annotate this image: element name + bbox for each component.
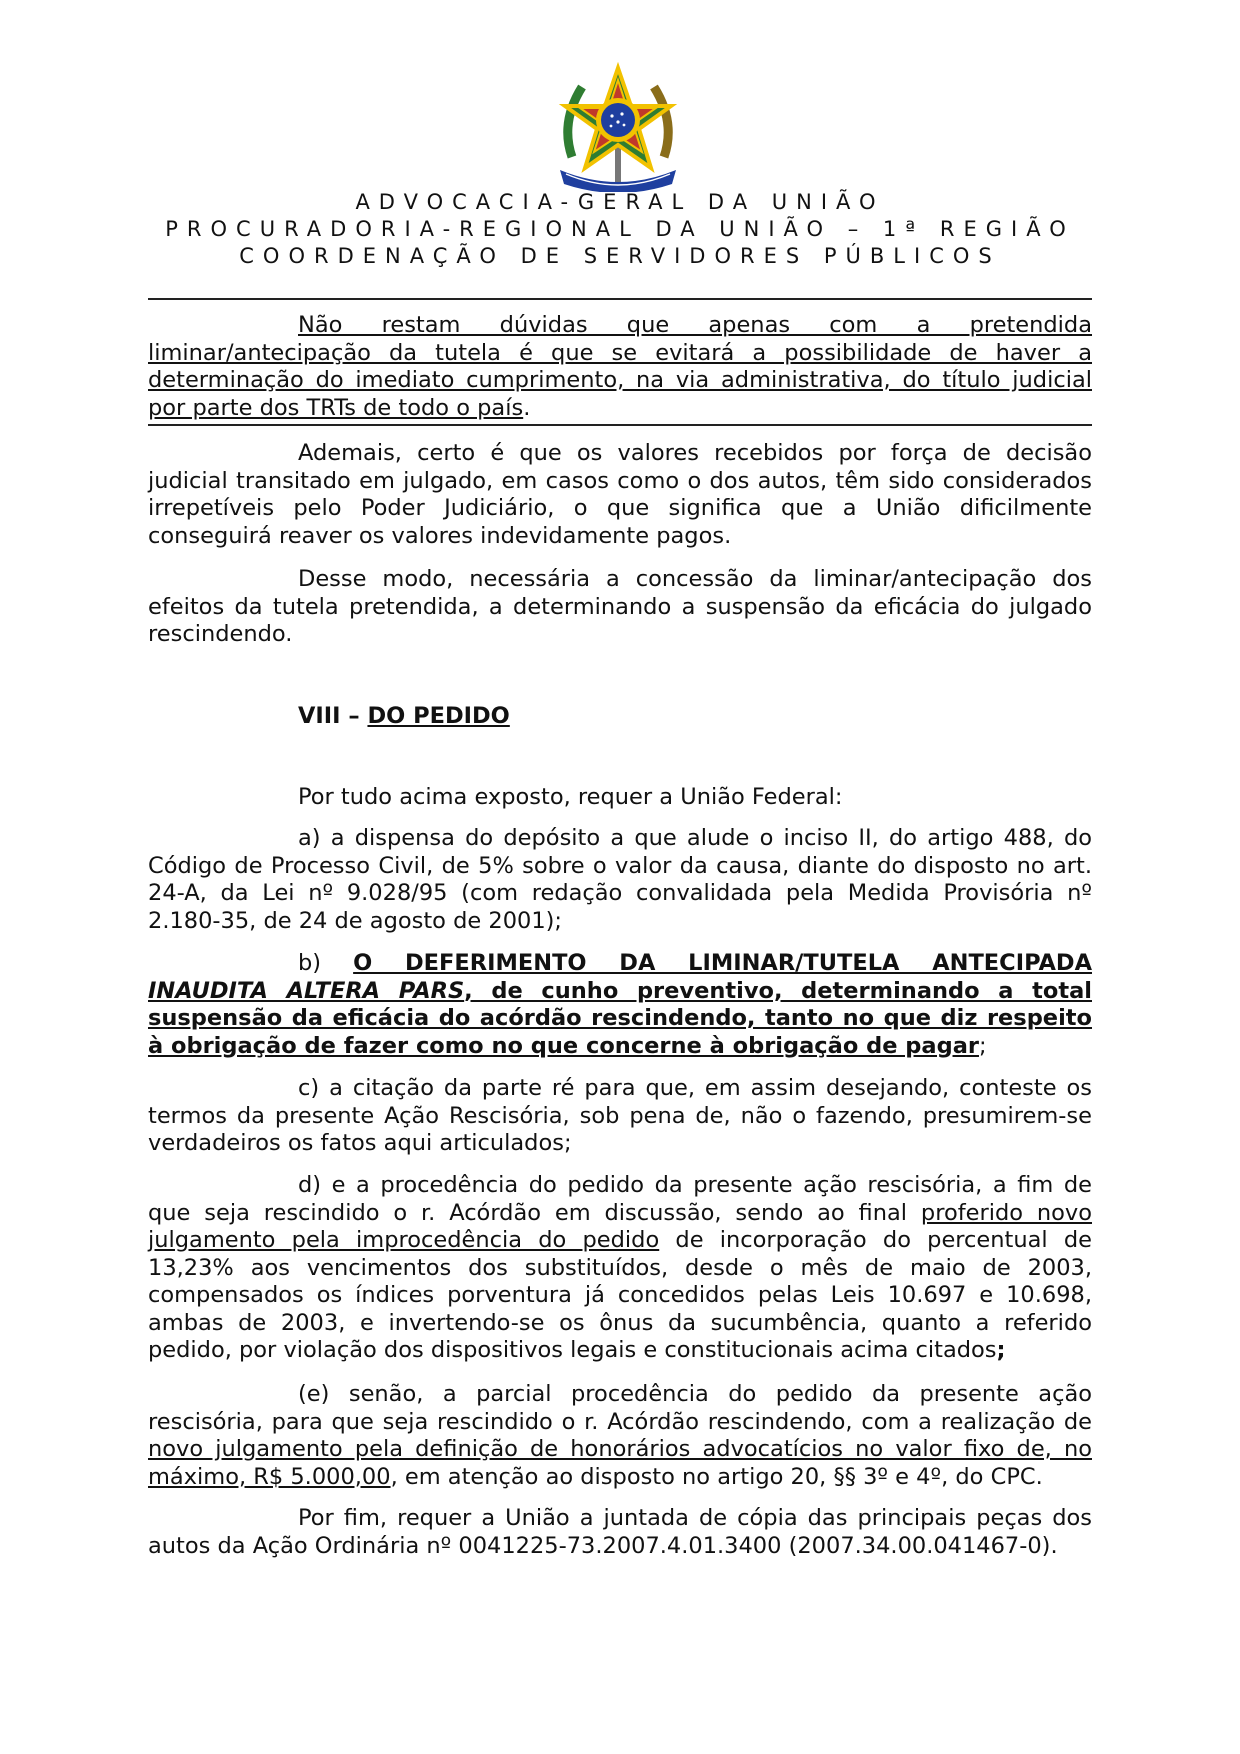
pedido-item-a: a) a dispensa do depósito a que alude o inciso II, do artigo 488, do Código de Processo Civil, de 5% sobre o valor da causa, diante do disposto no art. 24-A, da Lei nº 9.028/95 (com redação convalidada pela Medida Provisória nº 2.180-35, de 24 de agosto de 2001); xyxy=(148,825,1092,934)
header-divider xyxy=(148,298,1092,300)
section-heading: VIII – DO PEDIDO xyxy=(298,703,510,729)
pedido-item-b: b) O DEFERIMENTO DA LIMINAR/TUTELA ANTECIPADA INAUDITA ALTERA PARS, de cunho preventivo, determinando a total suspensão da eficácia do acórdão rescindendo, tanto no que diz respeito à obrigação de fazer como no que concerne à obrigação de pagar; xyxy=(148,950,1092,1059)
pedido-final: Por fim, requer a União a juntada de cópia das principais peças dos autos da Ação Ordinária nº 0041225-73.2007.4.01.3400 (2007.34.00.041467-0). xyxy=(148,1505,1092,1559)
pedido-intro: Por tudo acima exposto, requer a União Federal: xyxy=(298,784,843,810)
paragraph-1-text: Não restam dúvidas que apenas com a pretendida liminar/antecipação da tutela é que se evitará a possibilidade de haver a determinação do imediato cumprimento, na via administrativa, do título judicial por parte dos TRTs de todo o país xyxy=(148,312,1092,421)
header-agency-name: ADVOCACIA-GERAL DA UNIÃO xyxy=(355,190,885,214)
header-coordination: COORDENAÇÃO DE SERVIDORES PÚBLICOS xyxy=(239,244,1001,268)
pedido-item-d: d) e a procedência do pedido da presente ação rescisória, a fim de que seja rescindido o r. Acórdão em discussão, sendo ao final proferido novo julgamento pela improcedência do pedido de incorporação do percentual de 13,23% aos vencimentos dos substituídos, desde o mês de maio de 2003, compensados os índices porventura já concedidos pelas Leis 10.697 e 10.698, ambas de 2003, e invertendo-se os ônus da sucumbência, quanto a referido pedido, por violação dos dispositivos legais e constitucionais acima citados; xyxy=(148,1172,1092,1363)
pedido-item-e: (e) senão, a parcial procedência do pedido da presente ação rescisória, para que seja rescindido o r. Acórdão rescindendo, com a realização de novo julgamento pela definição de honorários advocatícios no valor fixo de, no máximo, R$ 5.000,00, em atenção ao disposto no artigo 20, §§ 3º e 4º, do CPC. xyxy=(148,1381,1092,1490)
paragraph-3: Desse modo, necessária a concessão da liminar/antecipação dos efeitos da tutela pretendida, a determinando a suspensão da eficácia do julgado rescindendo. xyxy=(148,566,1092,647)
paragraph-1: Não restam dúvidas que apenas com a pretendida liminar/antecipação da tutela é que se evitará a possibilidade de haver a determinação do imediato cumprimento, na via administrativa, do título judicial por parte dos TRTs de todo o país. xyxy=(148,312,1092,421)
section-title: DO PEDIDO xyxy=(367,703,510,729)
brazil-coat-of-arms-icon xyxy=(552,62,684,192)
paragraph-2: Ademais, certo é que os valores recebidos por força de decisão judicial transitado em julgado, em casos como o dos autos, têm sido considerados irrepetíveis pelo Poder Judiciário, o que significa que a União dificilmente conseguirá reaver os valores indevidamente pagos. xyxy=(148,440,1092,549)
paragraph-divider xyxy=(148,424,1092,426)
header-regional-office: PROCURADORIA-REGIONAL DA UNIÃO – 1ª REGIÃO xyxy=(165,217,1075,241)
pedido-item-c: c) a citação da parte ré para que, em assim desejando, conteste os termos da presente Ação Rescisória, sob pena de, não o fazendo, presumirem-se verdadeiros os fatos aqui articulados; xyxy=(148,1075,1092,1156)
